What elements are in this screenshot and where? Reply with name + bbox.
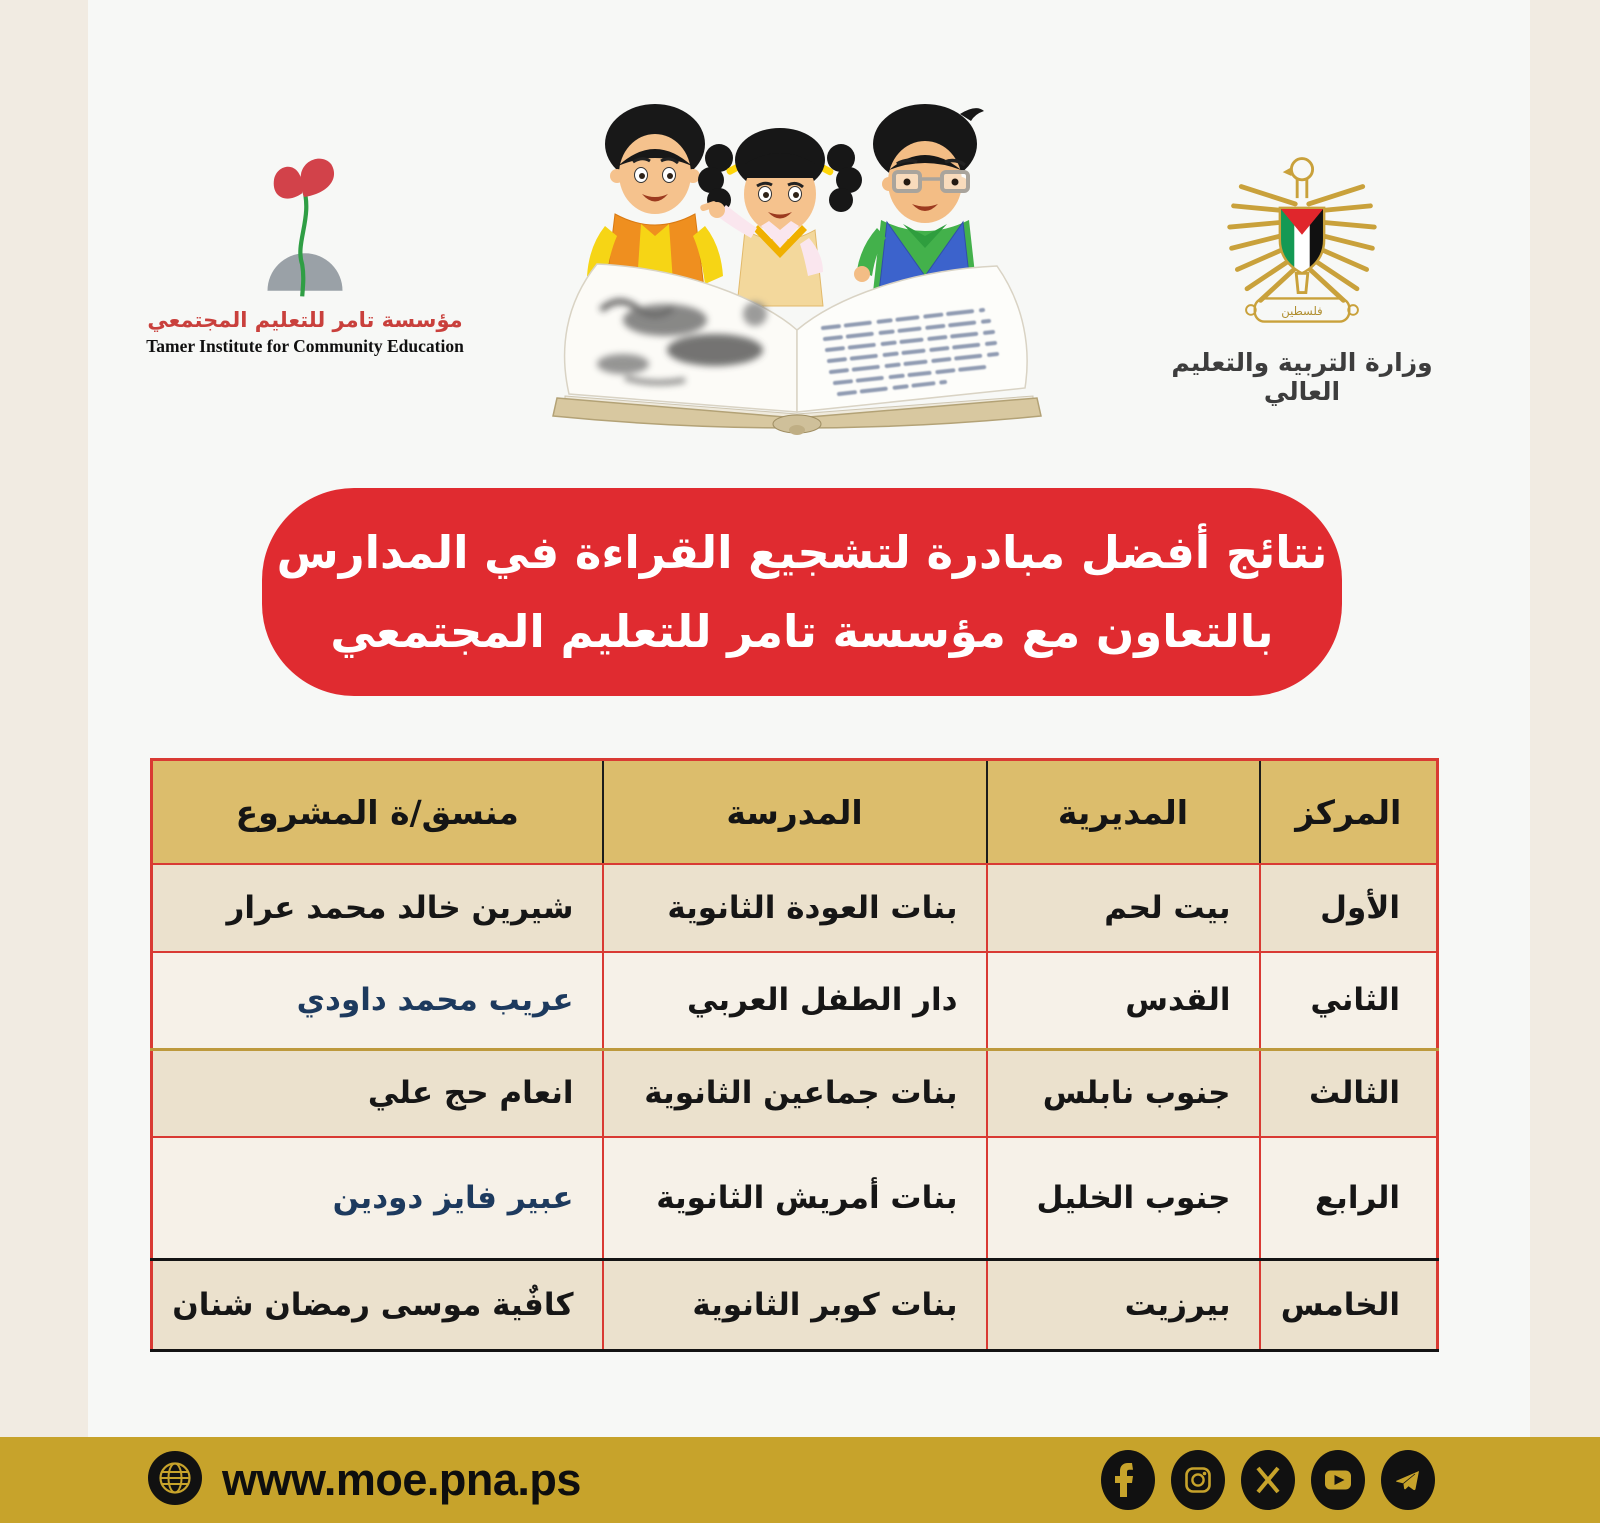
telegram-icon[interactable] <box>1381 1450 1435 1510</box>
children-reading-book-illustration <box>505 78 1085 453</box>
table-header-row <box>152 760 1438 865</box>
banner-line-2: بالتعاون مع مؤسسة تامر للتعليم المجتمعي <box>330 605 1274 658</box>
instagram-icon[interactable] <box>1171 1450 1225 1510</box>
header-directorate: المديرية <box>987 760 1260 865</box>
cell-school: بنات أمريش الثانوية <box>603 1137 987 1259</box>
cell-rank: الثالث <box>1260 1049 1438 1137</box>
ministry-name: وزارة التربية والتعليم العالي <box>1171 348 1433 406</box>
tamer-logo-block <box>130 152 480 357</box>
emblem-banner-text: فلسطين <box>1281 303 1323 318</box>
cell-directorate: بيرزيت <box>987 1259 1260 1350</box>
results-table <box>150 758 1439 1352</box>
cell-rank: الأول <box>1260 864 1438 952</box>
cell-coordinator: انعام حج علي <box>152 1049 603 1137</box>
tamer-name-english: Tamer Institute for Community Education <box>146 336 464 356</box>
website-url[interactable]: www.moe.pna.ps <box>222 1454 581 1505</box>
cell-directorate: بيت لحم <box>987 864 1260 952</box>
tamer-flower-icon <box>244 152 366 302</box>
table-row <box>152 952 1438 1049</box>
cell-school: بنات جماعين الثانوية <box>603 1049 987 1137</box>
cell-directorate: جنوب نابلس <box>987 1049 1260 1137</box>
cell-school: دار الطفل العربي <box>603 952 987 1049</box>
youtube-icon[interactable] <box>1311 1450 1365 1510</box>
cell-coordinator: عريب محمد داودي <box>152 952 603 1049</box>
header-school: المدرسة <box>603 760 987 865</box>
table-row <box>152 1259 1438 1350</box>
cell-school: بنات كوبر الثانوية <box>603 1259 987 1350</box>
x-icon[interactable] <box>1241 1450 1295 1510</box>
cell-coordinator: عبير فايز دودين <box>152 1137 603 1259</box>
cell-coordinator: كافٌية موسى رمضان شنان <box>152 1259 603 1350</box>
cell-rank: الثاني <box>1260 952 1438 1049</box>
cell-rank: الخامس <box>1260 1259 1438 1350</box>
table-row <box>152 864 1438 952</box>
right-side-strip <box>1530 0 1600 1437</box>
table-row <box>152 1137 1438 1259</box>
cell-rank: الرابع <box>1260 1137 1438 1259</box>
social-icons <box>1095 1446 1440 1514</box>
cell-school: بنات العودة الثانوية <box>603 864 987 952</box>
ministry-logo-block <box>1170 148 1434 406</box>
left-side-strip <box>0 0 88 1437</box>
facebook-icon[interactable] <box>1101 1450 1155 1510</box>
cell-coordinator: شيرين خالد محمد عرار <box>152 864 603 952</box>
header-rank: المركز <box>1260 760 1438 865</box>
cell-directorate: جنوب الخليل <box>987 1137 1260 1259</box>
title-banner <box>262 488 1342 696</box>
tamer-name-arabic: مؤسسة تامر للتعليم المجتمعي <box>147 308 463 332</box>
table-row <box>152 1049 1438 1137</box>
banner-line-1: نتائج أفضل مبادرة لتشجيع القراءة في المدارس <box>276 526 1328 579</box>
header-coordinator: منسق/ة المشروع <box>152 760 603 865</box>
globe-icon <box>146 1449 204 1507</box>
cell-directorate: القدس <box>987 952 1260 1049</box>
girl-middle <box>698 128 862 306</box>
palestine-eagle-emblem-icon <box>1220 148 1384 336</box>
footer-bar <box>0 1437 1600 1523</box>
